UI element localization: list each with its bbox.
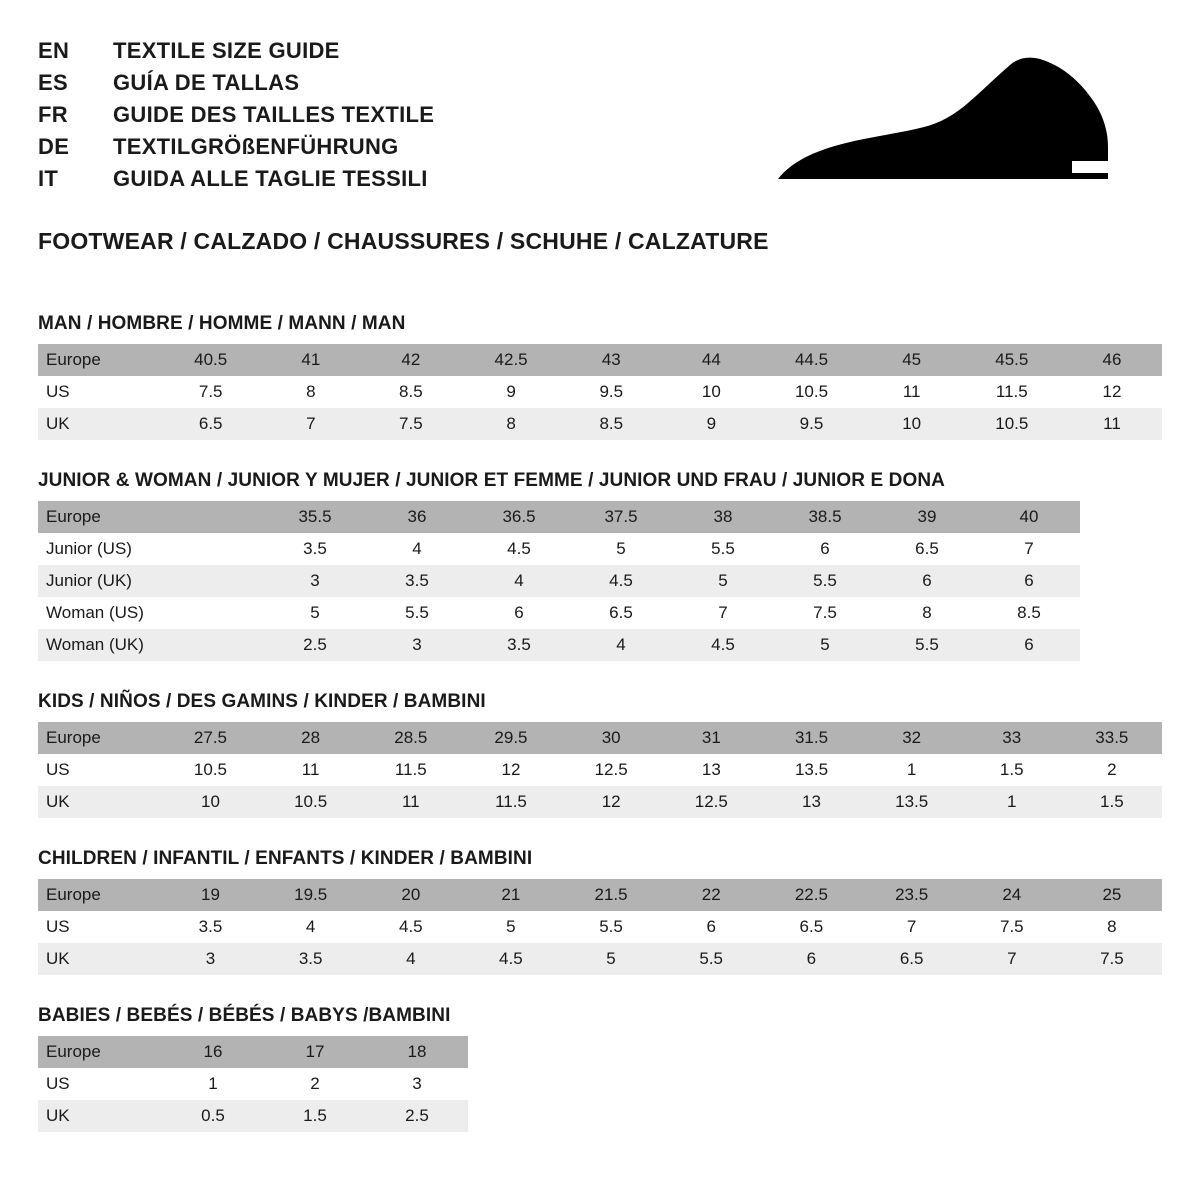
cell: 6.5 bbox=[161, 408, 261, 440]
cell: 6.5 bbox=[570, 597, 672, 629]
row-label: Woman (US) bbox=[38, 597, 162, 629]
table-row bbox=[38, 408, 1162, 440]
table-row bbox=[38, 597, 1080, 629]
cell: 8 bbox=[1062, 911, 1162, 943]
row-label: UK bbox=[38, 786, 160, 818]
cell: 12.5 bbox=[661, 786, 761, 818]
footwear-category-title: FOOTWEAR / CALZADO / CHAUSSURES / SCHUHE / CALZATURE bbox=[38, 228, 769, 254]
cell: 8.5 bbox=[561, 408, 661, 440]
page-header bbox=[38, 30, 1162, 198]
cell: 40 bbox=[978, 501, 1080, 533]
cell: 42 bbox=[361, 344, 461, 376]
cell: 36 bbox=[366, 501, 468, 533]
cell: 8 bbox=[876, 597, 978, 629]
cell: 11 bbox=[1062, 408, 1162, 440]
cell: 5 bbox=[774, 629, 876, 661]
cell: 10 bbox=[661, 376, 761, 408]
cell: 2.5 bbox=[264, 629, 366, 661]
cell: 5.5 bbox=[366, 597, 468, 629]
language-row bbox=[38, 70, 434, 96]
cell: 45 bbox=[862, 344, 962, 376]
cell: 0.5 bbox=[162, 1100, 264, 1132]
language-title: TEXTILGRÖßENFÜHRUNG bbox=[113, 134, 399, 159]
cell: 38 bbox=[672, 501, 774, 533]
row-label: UK bbox=[38, 943, 160, 975]
cell: 7 bbox=[862, 911, 962, 943]
row-label: Europe bbox=[38, 1036, 162, 1068]
language-title: GUIDA ALLE TAGLIE TESSILI bbox=[113, 166, 428, 191]
cell: 2.5 bbox=[366, 1100, 468, 1132]
size-table bbox=[38, 879, 1162, 975]
cell: 10.5 bbox=[962, 408, 1062, 440]
cell: 3.5 bbox=[261, 943, 361, 975]
size-sections bbox=[38, 313, 1162, 1132]
cell: 35.5 bbox=[264, 501, 366, 533]
cell: 42.5 bbox=[461, 344, 561, 376]
cell: 3 bbox=[160, 943, 260, 975]
size-table bbox=[38, 1036, 468, 1132]
cell: 7.5 bbox=[774, 597, 876, 629]
cell: 21.5 bbox=[561, 879, 661, 911]
cell: 8 bbox=[461, 408, 561, 440]
row-label: US bbox=[38, 1068, 162, 1100]
table-row bbox=[38, 1100, 468, 1132]
cell: 9 bbox=[661, 408, 761, 440]
cell: 24 bbox=[962, 879, 1062, 911]
cell: 6 bbox=[978, 565, 1080, 597]
language-code: ES bbox=[38, 70, 68, 95]
cell: 12 bbox=[461, 754, 561, 786]
cell: 3 bbox=[366, 1068, 468, 1100]
cell: 4.5 bbox=[361, 911, 461, 943]
section-title: CHILDREN / INFANTIL / ENFANTS / KINDER / BAMBINI bbox=[38, 848, 533, 869]
table-row bbox=[38, 879, 1162, 911]
dress-shoe-icon bbox=[752, 55, 1132, 185]
cell: 2 bbox=[1062, 754, 1162, 786]
cell: 11.5 bbox=[361, 754, 461, 786]
cell: 7.5 bbox=[962, 911, 1062, 943]
cell: 12.5 bbox=[561, 754, 661, 786]
table-row bbox=[38, 1068, 468, 1100]
cell: 13.5 bbox=[761, 754, 861, 786]
cell: 40.5 bbox=[161, 344, 261, 376]
cell: 17 bbox=[264, 1036, 366, 1068]
cell: 4.5 bbox=[468, 533, 570, 565]
cell: 45.5 bbox=[962, 344, 1062, 376]
cell: 28 bbox=[261, 722, 361, 754]
cell: 1.5 bbox=[264, 1100, 366, 1132]
cell: 38.5 bbox=[774, 501, 876, 533]
cell: 3 bbox=[264, 565, 366, 597]
cell: 10.5 bbox=[160, 754, 260, 786]
cell: 8.5 bbox=[361, 376, 461, 408]
row-label: Europe bbox=[38, 344, 161, 376]
language-row bbox=[38, 166, 434, 192]
cell: 36.5 bbox=[468, 501, 570, 533]
row-label: US bbox=[38, 911, 160, 943]
cell: 4 bbox=[361, 943, 461, 975]
cell: 1.5 bbox=[962, 754, 1062, 786]
section-kids bbox=[38, 691, 1162, 818]
row-label: Junior (UK) bbox=[38, 565, 162, 597]
cell: 6.5 bbox=[761, 911, 861, 943]
row-label: Europe bbox=[38, 501, 162, 533]
cell: 22 bbox=[661, 879, 761, 911]
cell: 1 bbox=[862, 754, 962, 786]
cell bbox=[162, 565, 264, 597]
cell: 6 bbox=[774, 533, 876, 565]
cell: 5 bbox=[561, 943, 661, 975]
language-row bbox=[38, 38, 434, 64]
cell: 31 bbox=[661, 722, 761, 754]
cell: 6.5 bbox=[876, 533, 978, 565]
cell: 11.5 bbox=[962, 376, 1062, 408]
cell: 6 bbox=[876, 565, 978, 597]
table-row bbox=[38, 533, 1080, 565]
table-row bbox=[38, 344, 1162, 376]
language-code: EN bbox=[38, 38, 70, 63]
cell: 6 bbox=[661, 911, 761, 943]
language-code: FR bbox=[38, 102, 68, 127]
cell bbox=[162, 501, 264, 533]
cell: 5 bbox=[264, 597, 366, 629]
table-row bbox=[38, 754, 1162, 786]
cell: 41 bbox=[261, 344, 361, 376]
cell: 5 bbox=[570, 533, 672, 565]
cell: 10 bbox=[862, 408, 962, 440]
cell: 4 bbox=[570, 629, 672, 661]
row-label: Europe bbox=[38, 879, 160, 911]
cell: 23.5 bbox=[862, 879, 962, 911]
cell: 33 bbox=[962, 722, 1062, 754]
cell: 3.5 bbox=[160, 911, 260, 943]
cell: 33.5 bbox=[1062, 722, 1162, 754]
cell: 8.5 bbox=[978, 597, 1080, 629]
cell: 7.5 bbox=[361, 408, 461, 440]
cell: 1 bbox=[162, 1068, 264, 1100]
cell: 5.5 bbox=[661, 943, 761, 975]
row-label: US bbox=[38, 754, 160, 786]
cell: 12 bbox=[1062, 376, 1162, 408]
cell: 4.5 bbox=[672, 629, 774, 661]
table-row bbox=[38, 722, 1162, 754]
language-row bbox=[38, 134, 434, 160]
cell bbox=[162, 533, 264, 565]
cell: 11.5 bbox=[461, 786, 561, 818]
section-junior-woman bbox=[38, 470, 1162, 661]
cell: 10.5 bbox=[761, 376, 861, 408]
cell: 1 bbox=[962, 786, 1062, 818]
cell: 5.5 bbox=[561, 911, 661, 943]
cell: 28.5 bbox=[361, 722, 461, 754]
size-table bbox=[38, 722, 1162, 818]
cell bbox=[162, 629, 264, 661]
cell: 5 bbox=[461, 911, 561, 943]
cell: 7.5 bbox=[161, 376, 261, 408]
cell: 6.5 bbox=[862, 943, 962, 975]
cell: 3 bbox=[366, 629, 468, 661]
cell: 4.5 bbox=[461, 943, 561, 975]
row-label: US bbox=[38, 376, 161, 408]
cell: 31.5 bbox=[761, 722, 861, 754]
cell: 5.5 bbox=[672, 533, 774, 565]
section-title: BABIES / BEBÉS / BÉBÉS / BABYS /BAMBINI bbox=[38, 1005, 451, 1026]
cell: 12 bbox=[561, 786, 661, 818]
table-row bbox=[38, 1036, 468, 1068]
row-label: Woman (UK) bbox=[38, 629, 162, 661]
table-row bbox=[38, 629, 1080, 661]
cell: 3.5 bbox=[468, 629, 570, 661]
cell: 13 bbox=[761, 786, 861, 818]
cell: 9 bbox=[461, 376, 561, 408]
cell: 5.5 bbox=[876, 629, 978, 661]
cell: 21 bbox=[461, 879, 561, 911]
cell: 10.5 bbox=[261, 786, 361, 818]
language-row bbox=[38, 102, 434, 128]
cell: 10 bbox=[160, 786, 260, 818]
cell: 7 bbox=[978, 533, 1080, 565]
cell: 1.5 bbox=[1062, 786, 1162, 818]
cell: 8 bbox=[261, 376, 361, 408]
language-title: TEXTILE SIZE GUIDE bbox=[113, 38, 340, 63]
section-babies bbox=[38, 1005, 1162, 1132]
cell: 37.5 bbox=[570, 501, 672, 533]
cell: 7 bbox=[962, 943, 1062, 975]
language-code: IT bbox=[38, 166, 59, 191]
cell: 25 bbox=[1062, 879, 1162, 911]
cell: 39 bbox=[876, 501, 978, 533]
table-row bbox=[38, 943, 1162, 975]
cell: 46 bbox=[1062, 344, 1162, 376]
cell: 3.5 bbox=[264, 533, 366, 565]
cell: 6 bbox=[978, 629, 1080, 661]
cell: 11 bbox=[361, 786, 461, 818]
cell: 32 bbox=[862, 722, 962, 754]
cell: 6 bbox=[468, 597, 570, 629]
row-label: UK bbox=[38, 1100, 162, 1132]
cell: 5.5 bbox=[774, 565, 876, 597]
language-code: DE bbox=[38, 134, 70, 159]
cell: 4 bbox=[468, 565, 570, 597]
section-title: KIDS / NIÑOS / DES GAMINS / KINDER / BAMBINI bbox=[38, 691, 486, 712]
cell: 5 bbox=[672, 565, 774, 597]
cell: 7.5 bbox=[1062, 943, 1162, 975]
cell: 9.5 bbox=[761, 408, 861, 440]
cell: 19.5 bbox=[261, 879, 361, 911]
cell: 44 bbox=[661, 344, 761, 376]
cell: 4 bbox=[261, 911, 361, 943]
cell: 29.5 bbox=[461, 722, 561, 754]
row-label: Europe bbox=[38, 722, 160, 754]
cell: 7 bbox=[261, 408, 361, 440]
cell: 4.5 bbox=[570, 565, 672, 597]
cell bbox=[162, 597, 264, 629]
language-title: GUIDE DES TAILLES TEXTILE bbox=[113, 102, 435, 127]
row-label: Junior (US) bbox=[38, 533, 162, 565]
cell: 13 bbox=[661, 754, 761, 786]
section-man bbox=[38, 313, 1162, 440]
section-title: MAN / HOMBRE / HOMME / MANN / MAN bbox=[38, 313, 406, 334]
cell: 9.5 bbox=[561, 376, 661, 408]
size-table bbox=[38, 344, 1162, 440]
cell: 6 bbox=[761, 943, 861, 975]
table-row bbox=[38, 565, 1080, 597]
row-label: UK bbox=[38, 408, 161, 440]
cell: 20 bbox=[361, 879, 461, 911]
cell: 18 bbox=[366, 1036, 468, 1068]
cell: 2 bbox=[264, 1068, 366, 1100]
size-table bbox=[38, 501, 1080, 661]
cell: 13.5 bbox=[862, 786, 962, 818]
table-row bbox=[38, 501, 1080, 533]
cell: 3.5 bbox=[366, 565, 468, 597]
cell: 7 bbox=[672, 597, 774, 629]
cell: 4 bbox=[366, 533, 468, 565]
cell: 11 bbox=[862, 376, 962, 408]
language-title-list bbox=[38, 38, 434, 198]
section-children bbox=[38, 848, 1162, 975]
cell: 11 bbox=[261, 754, 361, 786]
table-row bbox=[38, 786, 1162, 818]
cell: 30 bbox=[561, 722, 661, 754]
table-row bbox=[38, 911, 1162, 943]
cell: 43 bbox=[561, 344, 661, 376]
cell: 44.5 bbox=[761, 344, 861, 376]
cell: 16 bbox=[162, 1036, 264, 1068]
cell: 19 bbox=[160, 879, 260, 911]
section-title: JUNIOR & WOMAN / JUNIOR Y MUJER / JUNIOR ET FEMME / JUNIOR UND FRAU / JUNIOR E DONA bbox=[38, 470, 946, 491]
language-title: GUÍA DE TALLAS bbox=[113, 70, 300, 95]
cell: 27.5 bbox=[160, 722, 260, 754]
table-row bbox=[38, 376, 1162, 408]
cell: 22.5 bbox=[761, 879, 861, 911]
